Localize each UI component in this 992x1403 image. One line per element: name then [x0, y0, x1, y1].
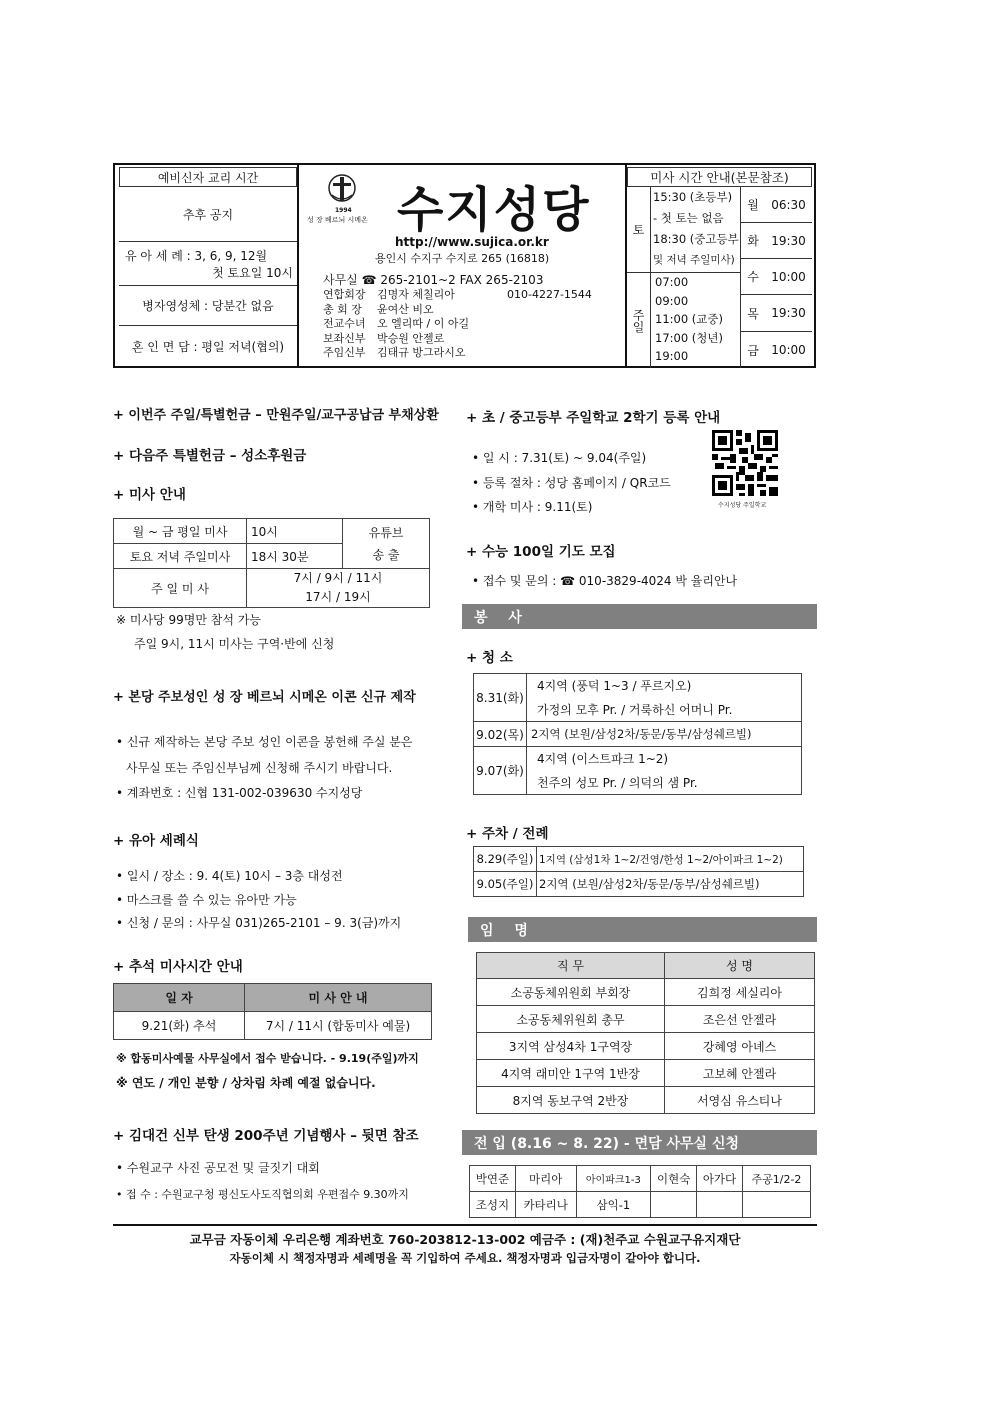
icon-text-2: 사무실 또는 주임신부님께 신청해 주시기 바랍니다. [126, 761, 393, 775]
kimdaegun-text-1: • 수원교구 사진 공모전 및 글짓기 대회 [116, 1161, 320, 1175]
appointment-header-name: 성 명 [665, 953, 815, 979]
transfer-cell: 마리아 [515, 1166, 576, 1192]
mass-note-2: 주일 9시, 11시 미사는 구역·반에 신청 [134, 637, 335, 651]
sunday-school-date: • 일 시 : 7.31(토) ~ 9.04(주일) [472, 451, 647, 465]
logo-caption: 성 장 베르뇌 시메온 [307, 216, 368, 224]
mass-schedule-title: 미사 시간 안내(본문참조) [627, 167, 812, 187]
transfer-cell [697, 1192, 743, 1218]
appointment-name: 조은선 안젤라 [665, 1006, 815, 1033]
icon-account: • 계좌번호 : 신협 131-002-039630 수지성당 [116, 786, 363, 800]
offering-next-week: + 다음주 특별헌금 – 성소후원금 [113, 448, 307, 464]
saturday-times: 15:30 (초등부) - 첫 토는 없음 18:30 (중고등부 및 저녁 주일미사) [651, 187, 741, 273]
parking-date: 9.05(주일) [474, 872, 537, 897]
infant-baptism-time: 첫 토요일 10시 [212, 265, 293, 280]
suneung-heading: + 수능 100일 기도 모집 [466, 544, 616, 560]
parking-date: 8.29(주일) [474, 847, 537, 872]
staff-row: 주임신부 김태규 방그라시오 [323, 346, 466, 359]
cleaning-date: 9.02(목) [474, 722, 527, 747]
sick-communion: 병자영성체 : 당분간 없음 [119, 286, 297, 326]
transfer-cell [651, 1192, 697, 1218]
parking-heading: + 주차 / 전례 [466, 826, 549, 842]
appointment-name: 고보혜 안젤라 [665, 1060, 815, 1087]
appointment-bar: 임 명 [468, 917, 817, 942]
appointment-table [476, 952, 815, 1114]
offering-this-week: + 이번주 주일/특별헌금 – 만원주일/교구공납금 부채상환 [113, 408, 439, 423]
chuseok-header-mass: 미 사 안 내 [245, 984, 432, 1012]
appointment-header-role: 직 무 [477, 953, 665, 979]
transfer-cell: 카타리나 [515, 1192, 576, 1218]
catechumen-value: 추후 공지 [119, 187, 297, 242]
appointment-name: 강혜영 아녜스 [665, 1033, 815, 1060]
chuseok-note-1: ※ 합동미사예물 사무실에서 접수 받습니다. - 9.19(주일)까지 [116, 1052, 419, 1065]
appointment-role: 3지역 삼성4차 1구역장 [477, 1033, 665, 1060]
cleaning-table [473, 673, 802, 795]
header-center [299, 165, 625, 366]
cleaning-heading: + 청 소 [466, 650, 513, 666]
footer-note: 자동이체 시 책정자명과 세례명을 꼭 기입하여 주세요. 책정자명과 입금자명이 같아야 합니다. [229, 1251, 701, 1265]
cleaning-date: 9.07(화) [474, 747, 527, 795]
qr-code-icon[interactable] [712, 430, 778, 496]
appointment-role: 소공동체위원회 총무 [477, 1006, 665, 1033]
youtube-cell: 유튜브 송 출 [343, 519, 430, 569]
cleaning-area: 4지역 (이스트파크 1~2) [527, 747, 802, 771]
cell: 주 일 미 사 [114, 569, 247, 608]
qr-caption: 수지성당 주일학교 [718, 502, 767, 509]
infant-baptism-heading: + 유아 세례식 [113, 833, 199, 849]
transfer-cell: 삼익-1 [576, 1192, 651, 1218]
chuseok-heading: + 추석 미사시간 안내 [113, 959, 243, 975]
mass-info-heading: + 미사 안내 [113, 487, 186, 503]
parking-table [473, 846, 804, 897]
staff-list [323, 288, 592, 361]
service-bar: 봉 사 [462, 604, 817, 629]
cleaning-date: 8.31(화) [474, 674, 527, 722]
staff-row: 총 회 장 윤여산 비오 [323, 302, 434, 316]
weekday-row: 금 10:00 [747, 343, 806, 358]
infant-baptism-info [119, 242, 297, 286]
appointment-name: 김희정 세실리아 [665, 979, 815, 1006]
suneung-contact: • 접수 및 문의 : ☎ 010-3829-4024 박 율리안나 [472, 574, 738, 588]
cleaning-area: 2지역 (보원/삼성2차/동문/동부/삼성쉐르빌) [527, 722, 802, 747]
cell: 월 ~ 금 평일 미사 [114, 519, 247, 544]
parish-title: 수지성당 [397, 182, 591, 238]
bulletin-header [113, 163, 816, 368]
chuseok-note-2: ※ 연도 / 개인 분향 / 상차림 차례 예절 없습니다. [116, 1076, 376, 1090]
kimdaegun-text-2: • 접 수 : 수원교구청 평신도사도직협의회 우편접수 9.30까지 [116, 1188, 409, 1201]
cleaning-group: 천주의 성모 Pr. / 의덕의 샘 Pr. [527, 771, 802, 795]
staff-row: 연합회장 김명자 체칠리아 010-4227-1544 [323, 288, 592, 301]
transfer-cell: 조성지 [470, 1192, 516, 1218]
chuseok-mass: 7시 / 11시 (합동미사 예물) [245, 1012, 432, 1040]
header-left-info [119, 165, 299, 366]
cell: 10시 [247, 519, 343, 544]
transfer-cell: 박연준 [470, 1166, 516, 1192]
weekday-times [741, 187, 812, 368]
infant-baptism-months: 유 아 세 례 : 3, 6, 9, 12월 [125, 248, 268, 263]
marriage-counsel: 혼 인 면 담 : 평일 저녁(협의) [131, 339, 285, 354]
appointment-name: 서영심 유스티나 [665, 1087, 815, 1114]
mass-note-1: ※ 미사당 99명만 참석 가능 [116, 613, 261, 627]
parking-area: 2지역 (보원/삼성2차/동문/동부/삼성쉐르빌) [537, 872, 804, 897]
weekday-row: 목 19:30 [741, 295, 812, 332]
transfer-cell: 아가다 [697, 1166, 743, 1192]
baptism-text-2: • 마스크를 쓸 수 있는 유아만 가능 [116, 893, 297, 907]
sunday-times: 07:00 09:00 11:00 (교중) 17:00 (청년) 19:00 [651, 273, 741, 368]
sunday-label: 주일 [627, 273, 651, 368]
transfer-cell: 아이파크1-3 [576, 1166, 651, 1192]
staff-row: 보좌신부 박승원 안젤로 [323, 331, 445, 345]
chuseok-header-date: 일 자 [114, 984, 245, 1012]
header-mass-schedule [625, 165, 812, 366]
cleaning-group: 가정의 모후 Pr. / 거룩하신 어머니 Pr. [527, 698, 802, 722]
transfer-cell: 주공1/2-2 [742, 1166, 810, 1192]
footer-divider [113, 1224, 817, 1226]
icon-heading: + 본당 주보성인 성 장 베르뇌 시메온 이콘 신규 제작 [113, 690, 416, 705]
parish-address: 용인시 수지구 수지로 265 (16818) [375, 252, 550, 265]
weekday-row: 화 19:30 [741, 223, 812, 259]
baptism-text-3: • 신청 / 문의 : 사무실 031)265-2101 – 9. 3(금)까지 [116, 916, 402, 930]
cell: 7시 / 9시 / 11시 17시 / 19시 [247, 569, 430, 608]
parish-url[interactable]: http://www.sujica.or.kr [395, 235, 549, 249]
cell: 토요 저녁 주일미사 [114, 544, 247, 569]
catechumen-label: 예비신자 교리 시간 [119, 167, 297, 187]
appointment-role: 4지역 래미안 1구역 1반장 [477, 1060, 665, 1087]
appointment-role: 소공동체위원회 부회장 [477, 979, 665, 1006]
logo-year: 1994 [335, 207, 352, 214]
mass-info-table [113, 518, 430, 608]
transfer-bar: 전 입 (8.16 ~ 8. 22) - 면담 사무실 신청 [462, 1130, 817, 1155]
sunday-school-procedure: • 등록 절차 : 성당 홈페이지 / QR코드 [472, 476, 671, 490]
icon-text-1: • 신규 제작하는 본당 주보 성인 이콘을 봉헌해 주실 분은 [116, 735, 413, 749]
transfer-cell: 이현숙 [651, 1166, 697, 1192]
footer-account: 교무금 자동이체 우리은행 계좌번호 760-203812-13-002 예금주 : (재)천주교 수원교구유지재단 [189, 1232, 741, 1247]
office-phone: 사무실 ☎ 265-2101~2 FAX 265-2103 [323, 273, 544, 287]
cell: 18시 30분 [247, 544, 343, 569]
chuseok-date: 9.21(화) 추석 [114, 1012, 245, 1040]
sunday-school-heading: + 초 / 중고등부 주일학교 2학기 등록 안내 [466, 410, 721, 426]
cleaning-area: 4지역 (풍덕 1~3 / 푸르지오) [527, 674, 802, 698]
transfer-table [469, 1165, 811, 1218]
transfer-cell [742, 1192, 810, 1218]
weekday-row: 수 10:00 [741, 259, 812, 295]
staff-row: 전교수녀 오 엘리따 / 이 아길 [323, 317, 470, 330]
weekday-row: 월 06:30 [741, 187, 812, 223]
baptism-text-1: • 일시 / 장소 : 9. 4(토) 10시 – 3층 대성전 [116, 869, 343, 883]
kimdaegun-heading: + 김대건 신부 탄생 200주년 기념행사 – 뒷면 참조 [113, 1128, 419, 1144]
parking-area: 1지역 (삼성1차 1~2/건영/한성 1~2/아이파크 1~2) [537, 847, 804, 872]
chuseok-table [113, 983, 432, 1040]
saturday-label: 토 [627, 187, 651, 273]
appointment-role: 8지역 동보구역 2반장 [477, 1087, 665, 1114]
sunday-school-mass: • 개학 미사 : 9.11(토) [472, 500, 593, 514]
